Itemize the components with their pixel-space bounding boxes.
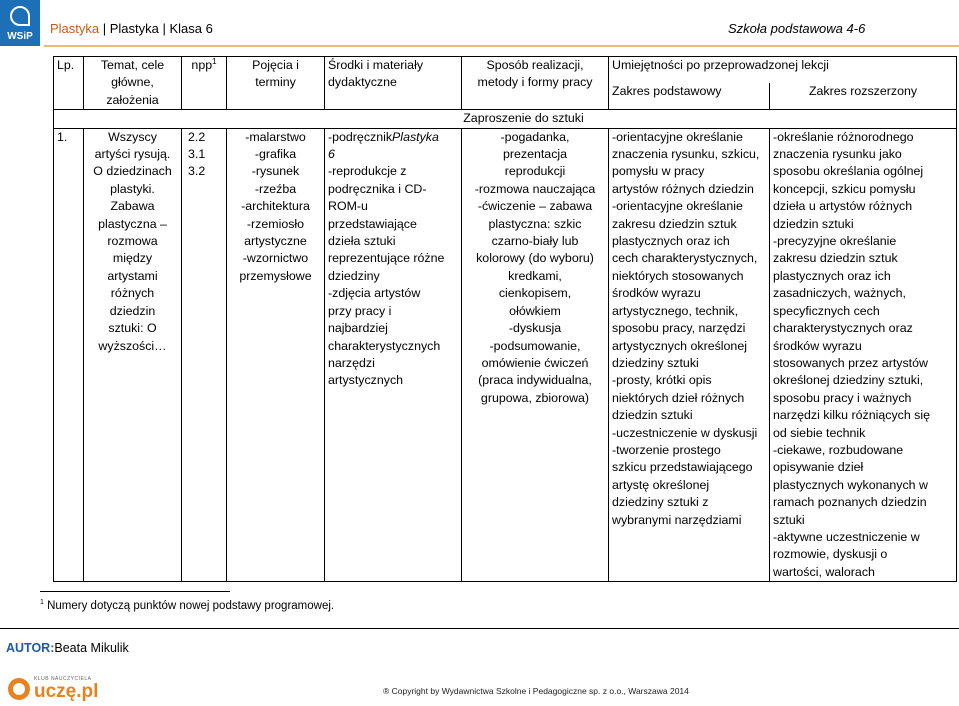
header-title-rest: | Plastyka | Klasa 6 xyxy=(99,21,213,36)
wsip-logo-icon xyxy=(10,6,30,26)
cell-srodki-book-title: Plastyka 6 xyxy=(328,129,439,162)
header-temat: Temat, cele główne, założenia xyxy=(84,57,182,110)
header-npp-sup: 1 xyxy=(212,56,217,66)
footnote-sup: 1 xyxy=(40,599,44,607)
header-lp-text: Lp. xyxy=(57,58,75,72)
header-divider xyxy=(44,45,959,47)
cell-srodki-c: -reprodukcje z podręcznika i CD- ROM-u przedstawiające dzieła sztuki reprezentujące różne dziedziny -zdjęcia artystów przy pracy i najbardziej charakterystycznych narzędzi artystycznych xyxy=(328,164,445,388)
cell-lp: 1. xyxy=(54,128,84,582)
ucze-logo-name: uczę.pl xyxy=(34,681,99,702)
header-srodki: Środki i materiały dydaktyczne xyxy=(325,57,462,110)
header-title xyxy=(50,21,213,36)
cell-srodki-a: -podręcznik xyxy=(328,129,393,144)
header-pojecia: Pojęcia i terminy xyxy=(227,57,325,110)
cell-pojecia: -malarstwo -grafika -rysunek -rzeźba -architektura -rzemiosło artystyczne -wzornictwo przemysłowe xyxy=(227,128,325,582)
header-umiejetnosci: Umiejętności po przeprowadzonej lekcji xyxy=(609,57,957,84)
header-npp xyxy=(182,57,227,110)
ucze-logo-small: KLUB NAUCZYCIELA xyxy=(34,676,92,682)
footnote xyxy=(40,600,334,612)
ucze-logo-icon xyxy=(8,678,30,700)
cell-temat: Wszyscy artyści rysują. O dziedzinach plastyki. Zabawa plastyczna – rozmowa między artystami różnych dziedzin sztuki: O wyższości… xyxy=(84,128,182,582)
footnote-text: Numery dotyczą punktów nowej podstawy programowej. xyxy=(43,600,335,612)
cell-zakres-rozszerzony: -określanie różnorodnego znaczenia rysunku jako sposobu określania ogólnej koncepcji, szkicu pomysłu dzieła u artystów różnych dziedzin sztuki -precyzyjne określanie zakresu dziedzin sztuk plastycznych oraz ich zasadniczych, ważnych, specyficznych cech charakterystycznych oraz środków wyrazu stosowanych przez artystów określonej dziedziny sztuki, sposobu pracy i ważnych narzędzi kilku różniących się od siebie technik -ciekawe, rozbudowane opisywanie dzieł plastycznych wykonanych w ramach poznanych dziedzin sztuki -aktywne uczestniczenie w rozmowie, dyskusji o wartości, walorach xyxy=(770,128,957,582)
wsip-logo xyxy=(0,0,40,46)
header-lp xyxy=(54,57,84,110)
table-header-row xyxy=(54,57,957,84)
page-header xyxy=(0,0,959,52)
section-row xyxy=(54,110,957,128)
author xyxy=(6,641,129,655)
copyright-notice: ® Copyright by Wydawnictwa Szkolne i Pedagogiczne sp. z o.o., Warszawa 2014 xyxy=(383,686,689,696)
author-name: Beata Mikulik xyxy=(54,641,129,655)
header-title-highlight: Plastyka xyxy=(50,21,100,36)
ucze-logo xyxy=(8,676,108,702)
cell-npp: 2.2 3.1 3.2 xyxy=(182,128,227,582)
header-zakres-rozszerzony: Zakres rozszerzony xyxy=(770,83,957,110)
author-label: AUTOR: xyxy=(6,641,55,655)
section-title: Zaproszenie do sztuki xyxy=(54,110,957,128)
header-sposob: Sposób realizacji, metody i formy pracy xyxy=(462,57,609,110)
cell-sposob: -pogadanka, prezentacja reprodukcji -rozmowa nauczająca -ćwiczenie – zabawa plastyczna: szkic czarno-biały lub kolorowy (do wyboru) kredkami, cienkopisem, ołówkiem -dyskusja -podsumowanie, omówienie ćwiczeń (praca indywidualna, grupowa, zbiorowa) xyxy=(462,128,609,582)
header-zakres-podstawowy: Zakres podstawowy xyxy=(609,83,770,110)
table-row xyxy=(54,128,957,582)
footnote-divider xyxy=(40,591,230,592)
cell-srodki xyxy=(325,128,462,582)
header-school-level: Szkoła podstawowa 4-6 xyxy=(728,21,866,36)
wsip-logo-text: WSiP xyxy=(7,31,33,42)
lesson-plan-table xyxy=(53,56,957,582)
cell-zakres-podstawowy: -orientacyjne określanie znaczenia rysunku, szkicu, pomysłu w pracy artystów różnych dziedzin -orientacyjne określanie zakresu dziedzin sztuk plastycznych oraz ich cech charakterystycznych, niektórych stosowanych środków wyrazu artystycznego, technik, sposobu pracy, narzędzi artystycznych określonej dziedziny sztuki -prosty, krótki opis niektórych dzieł różnych dziedzin sztuki -uczestniczenie w dyskusji -tworzenie prostego szkicu przedstawiającego artystę określonej dziedziny sztuki z wybranymi narzędziami xyxy=(609,128,770,582)
header-npp-text: npp xyxy=(191,58,213,72)
author-bar xyxy=(0,628,959,665)
